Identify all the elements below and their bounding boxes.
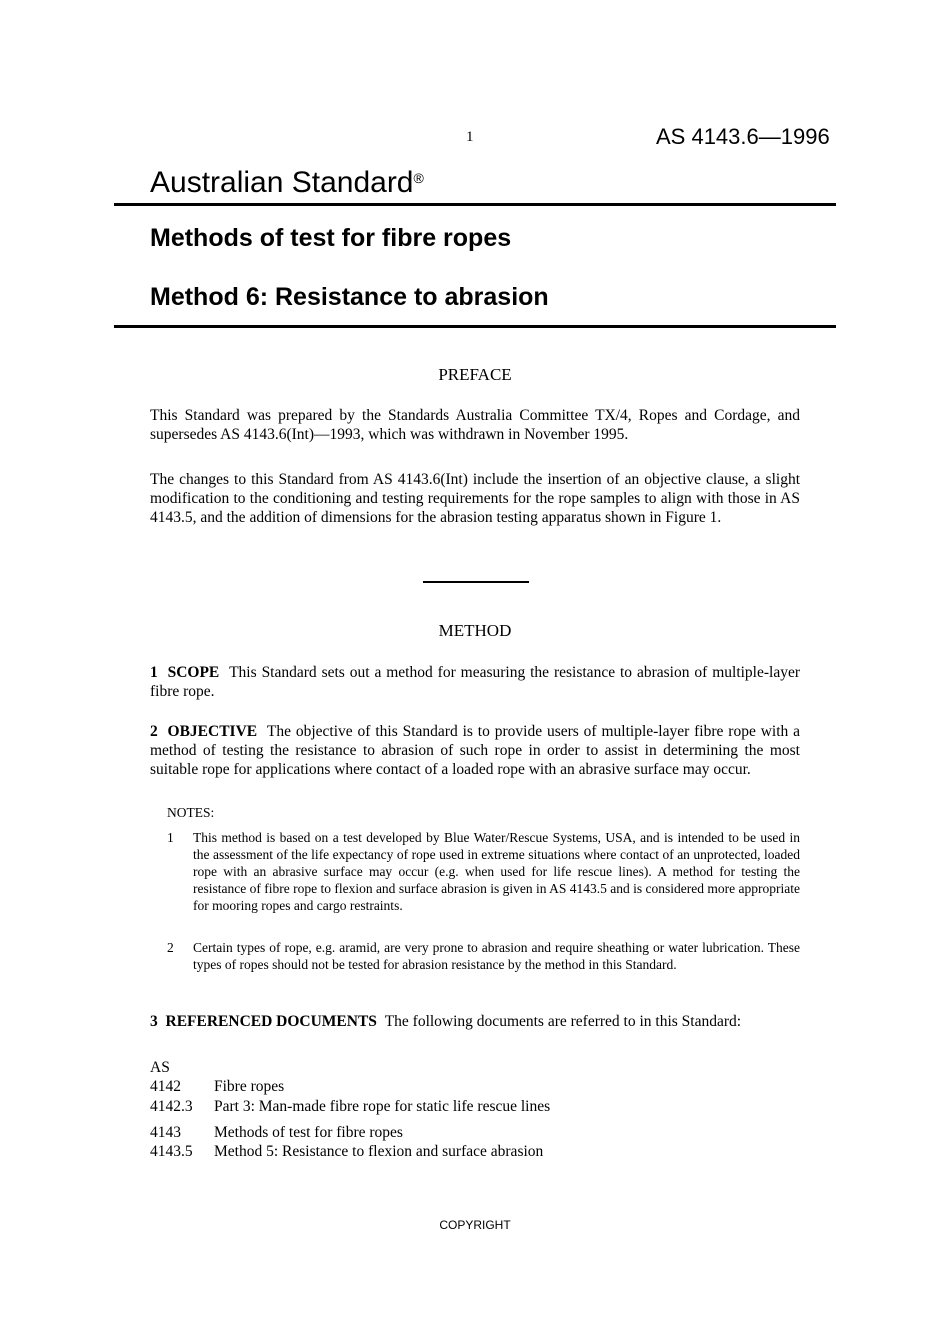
- registered-mark: ®: [413, 170, 424, 186]
- clause-referenced-documents: [150, 1012, 800, 1031]
- page-number: 1: [466, 129, 474, 145]
- reference-code: 4143: [150, 1124, 181, 1141]
- note-text: This method is based on a test developed by Blue Water/Rescue Systems, USA, and is intended to be used in the assessment of the life expectancy of rope used in extreme situations where contact of an unprotected, loaded rope with an abrasive surface may occur (e.g. when used for life rescue lines). A method for testing the resistance of fibre rope to flexion and surface abrasion is given in AS 4143.5 and is considered more appropriate for mooring ropes and cargo restraints.: [193, 830, 800, 913]
- section-separator: [423, 581, 529, 583]
- title-rule-bottom: [114, 325, 836, 328]
- reference-prefix: AS: [150, 1059, 170, 1076]
- reference-code: 4142.3: [150, 1098, 193, 1115]
- reference-code: 4143.5: [150, 1143, 193, 1160]
- method-heading: METHOD: [438, 621, 512, 640]
- clause-title: SCOPE: [167, 664, 220, 681]
- clause-text: The objective of this Standard is to provide users of multiple-layer fibre rope with a method of testing the resistance to abrasion of such rope in order to assist in determining the most suitable rope for applications where contact of a loaded rope with an abrasive surface may occur.: [150, 723, 801, 778]
- note-text: Certain types of rope, e.g. aramid, are very prone to abrasion and require sheathing or water lubrication. These types of ropes should not be tested for abrasion resistance by the method in this Standard.: [193, 940, 800, 972]
- notes-label: NOTES:: [167, 805, 215, 820]
- reference-title: Method 5: Resistance to flexion and surface abrasion: [214, 1143, 544, 1160]
- publisher-name-text: Australian Standard: [150, 166, 414, 199]
- title-rule-top: [114, 203, 836, 206]
- clause-text: This Standard sets out a method for measuring the resistance to abrasion of multiple-layer fibre rope.: [150, 664, 801, 700]
- clause-title: OBJECTIVE: [167, 723, 258, 740]
- reference-title: Methods of test for fibre ropes: [214, 1124, 403, 1141]
- note-item: [167, 829, 800, 914]
- clause-objective: [150, 722, 800, 779]
- publisher-name: [150, 166, 424, 200]
- note-number: 1: [167, 830, 174, 845]
- copyright-footer: COPYRIGHT: [439, 1218, 511, 1232]
- clause-number: 1: [150, 664, 158, 681]
- preface-heading: PREFACE: [438, 365, 512, 384]
- reference-code: 4142: [150, 1078, 181, 1095]
- clause-number: 2: [150, 723, 158, 740]
- clause-title: REFERENCED DOCUMENTS: [165, 1013, 377, 1030]
- preface-paragraph: The changes to this Standard from AS 4143.6(Int) include the insertion of an objective clause, a slight modification to the conditioning and testing requirements for the rope samples to align with those in AS 4143.5, and the addition of dimensions for the abrasion testing apparatus shown in Figure 1.: [150, 471, 800, 526]
- preface-paragraph: This Standard was prepared by the Standards Australia Committee TX/4, Ropes and Cordage, and supersedes AS 4143.6(Int)—1993, which was withdrawn in November 1995.: [150, 407, 800, 443]
- clause-text: The following documents are referred to in this Standard:: [384, 1013, 742, 1030]
- reference-title: Fibre ropes: [214, 1078, 285, 1095]
- clause-scope: [150, 663, 800, 701]
- document-title: Methods of test for fibre ropes: [150, 224, 512, 252]
- note-item: [167, 939, 800, 973]
- clause-number: 3: [150, 1013, 158, 1030]
- note-number: 2: [167, 940, 174, 955]
- method-title: Method 6: Resistance to abrasion: [150, 283, 549, 311]
- reference-title: Part 3: Man-made fibre rope for static life rescue lines: [214, 1098, 551, 1115]
- standard-designation: AS 4143.6—1996: [656, 124, 830, 149]
